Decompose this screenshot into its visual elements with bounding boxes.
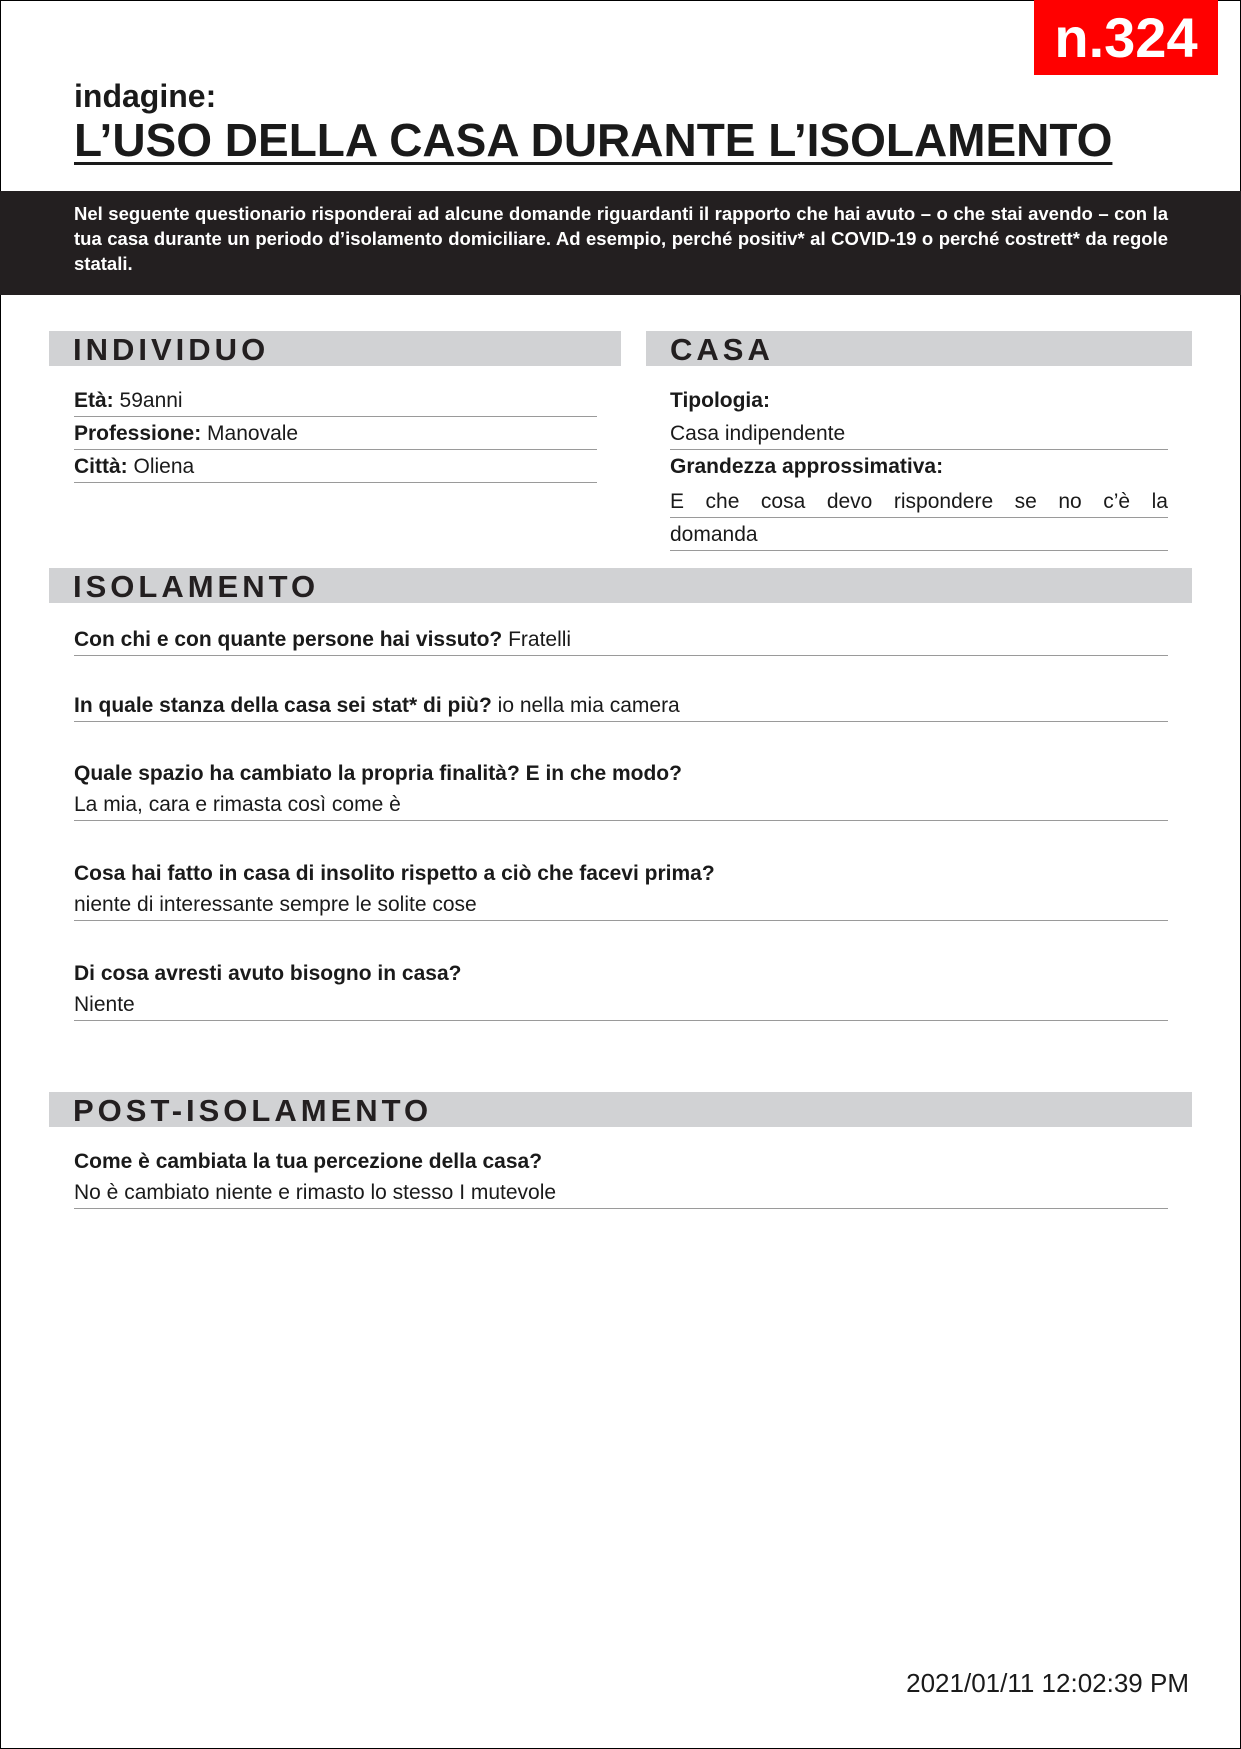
section-isolamento (49, 568, 1192, 603)
question-4: Cosa hai fatto in casa di insolito rispetto a ciò che facevi prima? (74, 862, 715, 885)
pre-title: indagine: (74, 78, 217, 114)
tipologia-value: Casa indipendente (670, 422, 846, 445)
professione-label: Professione: (74, 422, 202, 445)
tipologia-field[interactable] (670, 419, 1168, 450)
citta-field[interactable] (74, 452, 597, 483)
eta-field[interactable] (74, 386, 597, 417)
section-casa (646, 331, 1192, 366)
post-answer-1[interactable]: No è cambiato niente e rimasto lo stesso I mutevole (74, 1177, 1168, 1209)
citta-label: Città: (74, 455, 128, 478)
grandezza-value-line1: E che cosa devo rispondere se no c’è la (670, 490, 1168, 513)
answer-2: io nella mia camera (497, 694, 680, 717)
answer-5[interactable]: Niente (74, 989, 1168, 1021)
section-individuo (49, 331, 621, 366)
section-individuo-heading: INDIVIDUO (73, 332, 270, 367)
question-2: In quale stanza della casa sei stat* di più? (74, 694, 492, 717)
section-post-isolamento (49, 1092, 1192, 1127)
grandezza-value-line2: domanda (670, 523, 758, 546)
eta-label: Età: (74, 389, 114, 412)
professione-value: Manovale (207, 422, 299, 445)
post-question-1: Come è cambiata la tua percezione della casa? (74, 1150, 543, 1173)
grandezza-label: Grandezza approssimativa: (670, 455, 944, 478)
section-casa-heading: CASA (670, 332, 774, 367)
question-1-field[interactable] (74, 624, 1168, 656)
tipologia-label: Tipologia: (670, 389, 770, 412)
answer-4[interactable]: niente di interessante sempre le solite cose (74, 889, 1168, 921)
grandezza-underline-2 (670, 550, 1168, 551)
answer-3[interactable]: La mia, cara e rimasta così come è (74, 789, 1168, 821)
question-2-field[interactable] (74, 690, 1168, 722)
timestamp: 2021/01/11 12:02:39 PM (906, 1668, 1189, 1698)
grandezza-field[interactable] (670, 485, 1168, 551)
question-5-block (74, 958, 1168, 1021)
page-title: L’USO DELLA CASA DURANTE L’ISOLAMENTO (74, 114, 1113, 166)
post-question-1-block (74, 1146, 1168, 1209)
question-1: Con chi e con quante persone hai vissuto? (74, 628, 503, 651)
section-post-isolamento-heading: POST-ISOLAMENTO (73, 1093, 433, 1128)
answer-1: Fratelli (508, 628, 572, 651)
section-isolamento-heading: ISOLAMENTO (73, 569, 320, 604)
question-3-block (74, 758, 1168, 821)
intro-text: Nel seguente questionario risponderai ad alcune domande riguardanti il rapporto che hai avuto – o che stai avendo – con la tua casa durante un periodo d’isolamento domiciliare. Ad esempio, perché positiv* al COVID-19 o perché costrett* da regole statali. (74, 203, 1168, 274)
form-number-badge: n.324 (1034, 0, 1218, 75)
citta-value: Oliena (133, 455, 195, 478)
eta-value: 59anni (119, 389, 183, 412)
professione-field[interactable] (74, 419, 597, 450)
question-4-block (74, 858, 1168, 921)
question-3: Quale spazio ha cambiato la propria finalità? E in che modo? (74, 762, 682, 785)
question-5: Di cosa avresti avuto bisogno in casa? (74, 962, 462, 985)
